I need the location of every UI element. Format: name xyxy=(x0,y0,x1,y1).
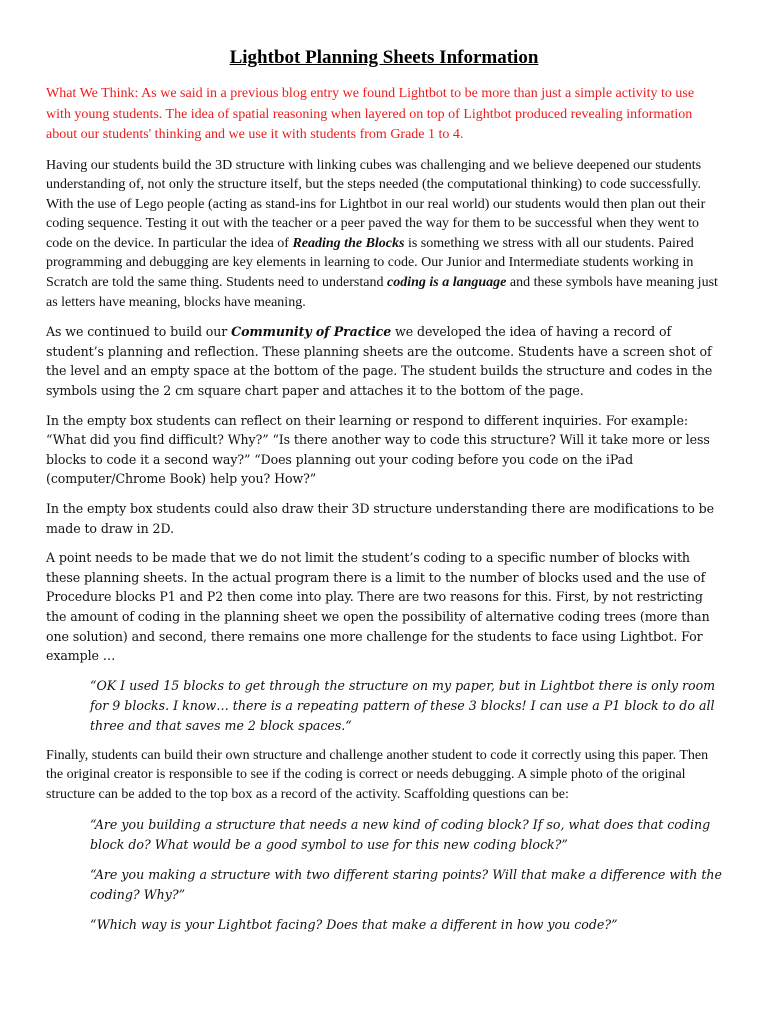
intro-paragraph: What We Think: As we said in a previous blog entry we found Lightbot to be more than just a simple activity to use with young students. The idea of spatial reasoning when layered on top of Lightbot produced revealing information about our students' thinking and we use it with students from Grade 1 to 4. xyxy=(46,86,695,142)
paragraph-empty-box-reflect: In the empty box students can reflect on their learning or respond to different inquiries. For example: “What did you find difficult? Why?” “Is there another way to code this structure? Will it take more or less blocks to code it a second way?” “Does planning out your coding before you code on the iPad (computer/Chrome Book) help you? How?” xyxy=(46,412,710,487)
paragraph-own-structure: Finally, students can build their own structure and challenge another student to code it correctly using this paper. Then the original creator is responsible to see if the coding is correct or needs debugging. A simple photo of the original structure can be added to the top box as a record of the activity. Scaffolding questions can be: xyxy=(46,747,709,802)
emphasis-reading-the-blocks: Reading the Blocks xyxy=(292,235,405,251)
page-title: Lightbot Planning Sheets Information xyxy=(229,47,539,68)
scaffolding-question-new-block: “Are you building a structure that needs a new kind of coding block? If so, what does that coding block do? What would be a good symbol to use for this new coding block?” xyxy=(90,816,711,852)
scaffolding-question-starting-points: “Are you making a structure with two different staring points? Will that make a difference with the coding? Why?” xyxy=(90,866,722,902)
paragraph-empty-box-draw: In the empty box students could also draw their 3D structure understanding there are modifications to be made to draw in 2D. xyxy=(46,501,714,536)
emphasis-community-of-practice: Community of Practice xyxy=(231,324,392,340)
paragraph-community-of-practice xyxy=(46,322,722,400)
emphasis-coding-is-a-language: coding is a language xyxy=(386,275,507,291)
paragraph-text: and these symbols have meaning just as letters have meaning, blocks have meaning. xyxy=(46,275,718,310)
student-quote: “OK I used 15 blocks to get through the structure on my paper, but in Lightbot there is only room for 9 blocks. I know… there is a repeating pattern of these 3 blocks! I can use a P1 block to do all three and that saves me 2 block spaces.“ xyxy=(90,677,716,733)
paragraph-text: As we continued to build our xyxy=(46,324,232,340)
paragraph-text: is something we stress with all our students. Paired programming and debugging are key elements in learning to code. Our Junior and Intermediate students working in Scratch are told the same thing. Students need to understand xyxy=(46,235,694,291)
paragraph-building-structures xyxy=(46,156,722,313)
scaffolding-question-facing: “Which way is your Lightbot facing? Does that make a different in how you code?” xyxy=(90,916,618,932)
paragraph-block-limits: A point needs to be made that we do not limit the student’s coding to a specific number of blocks with these planning sheets. In the actual program there is a limit to the number of blocks used and the use of Procedure blocks P1 and P2 then come into play. There are two reasons for this. First, by not restricting the amount of coding in the planning sheet we open the possibility of alternative coding trees (more than one solution) and second, there remains one more challenge for the students to face using Lightbot. For example … xyxy=(46,550,710,664)
paragraph-text: Having our students build the 3D structure with linking cubes was challenging and we believe deepened our students understanding of, not only the structure itself, but the steps needed (the computational thinking) to code successfully. With the use of Lego people (acting as stand-ins for Lightbot in our real world) our students would then plan out their coding sequence. Testing it out with the teacher or a peer paved the way for them to be successful when they went to code on the device. In particular the idea of xyxy=(46,157,706,251)
paragraph-text: we developed the idea of having a record of student’s planning and reflection. These planning sheets are the outcome. Students have a screen shot of the level and an empty space at the bottom of the page. The student builds the structure and codes in the symbols using the 2 cm square chart paper and attaches it to the bottom of the page. xyxy=(46,324,713,399)
